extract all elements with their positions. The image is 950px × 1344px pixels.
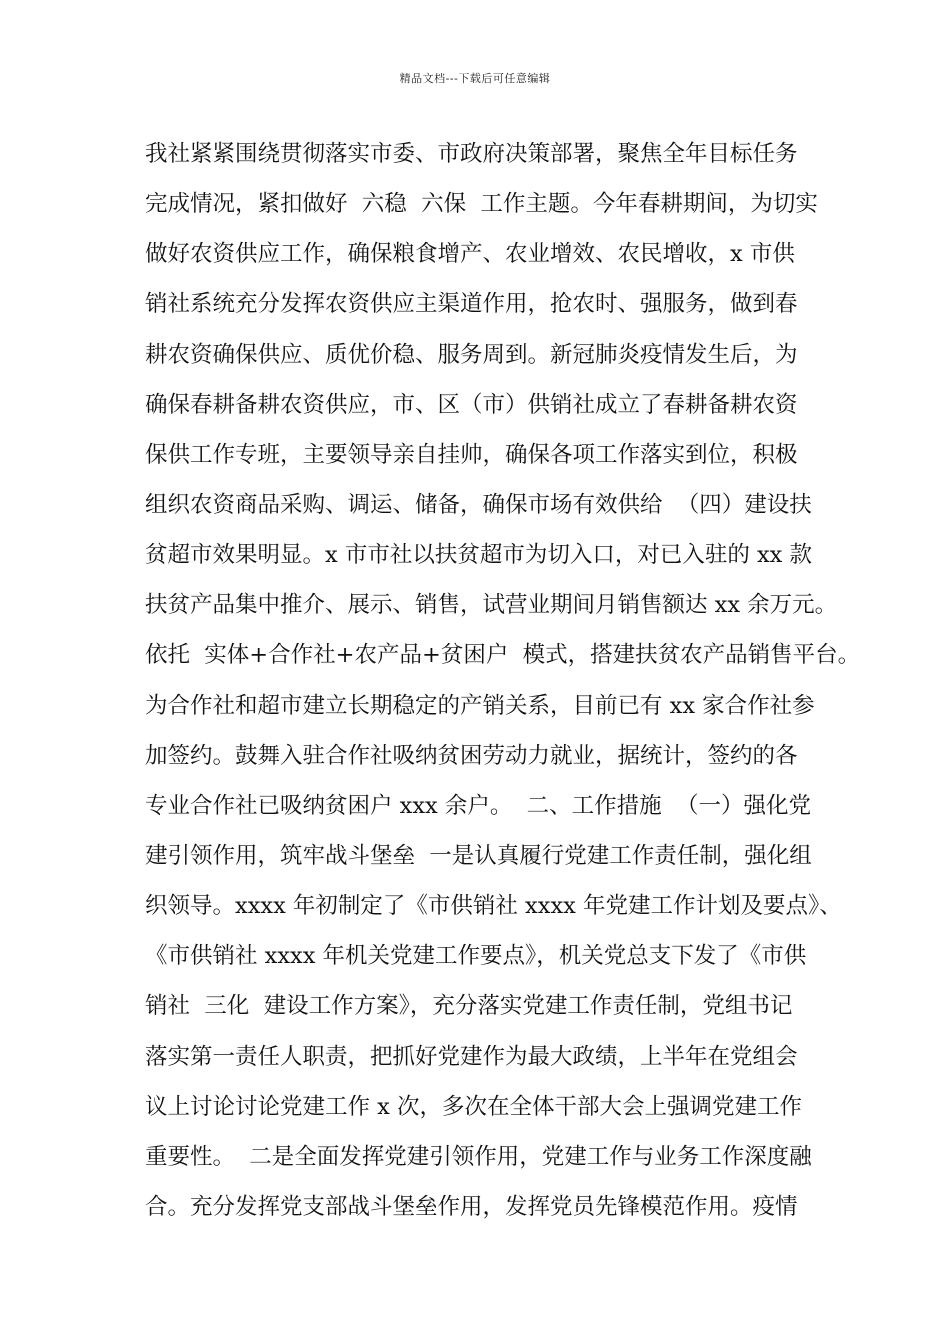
- text-line: 扶贫产品集中推介、展示、销售，试营业期间月销售额达 xx 余万元。: [145, 592, 838, 619]
- text-line: 加签约。鼓舞入驻合作社吸纳贫困劳动力就业，据统计，签约的各: [145, 742, 798, 769]
- text-line: 依托 实体+合作社+农产品+贫困户 模式，搭建扶贫农产品销售平台。: [145, 642, 861, 669]
- text-line: 组织农资商品采购、调运、储备，确保市场有效供给 （四）建设扶: [145, 491, 812, 518]
- text-line: 议上讨论讨论党建工作 x 次，多次在全体干部大会上强调党建工作: [145, 1093, 802, 1120]
- text-line: 专业合作社已吸纳贫困户 xxx 余户。 二、工作措施 （一）强化党: [145, 792, 811, 819]
- text-line: 为合作社和超市建立长期稳定的产销关系，目前已有 xx 家合作社参: [145, 692, 815, 719]
- body-text: [145, 129, 861, 1232]
- text-line: 《市供销社 xxxx 年机关党建工作要点》，机关党总支下发了《市供: [145, 943, 807, 970]
- page-header: 精品文档---下载后可任意编辑: [399, 72, 551, 85]
- text-line: 销社系统充分发挥农资供应主渠道作用，抢农时、强服务，做到春: [145, 291, 798, 318]
- text-line: 确保春耕备耕农资供应，市、区（市）供销社成立了春耕备耕农资: [145, 391, 798, 418]
- text-line: 建引领作用，筑牢战斗堡垒 一是认真履行党建工作责任制，强化组: [145, 842, 812, 869]
- text-line: 贫超市效果明显。x 市市社以扶贫超市为切入口，对已入驻的 xx 款: [145, 542, 813, 569]
- text-line: 做好农资供应工作，确保粮食增产、农业增效、农民增收，x 市供: [145, 241, 795, 268]
- text-line: 重要性。 二是全面发挥党建引领作用，党建工作与业务工作深度融: [145, 1143, 812, 1170]
- text-line: 保供工作专班，主要领导亲自挂帅，确保各项工作落实到位，积极: [145, 441, 798, 468]
- text-line: 销社 三化 建设工作方案》，充分落实党建工作责任制，党组书记: [145, 993, 793, 1020]
- text-line: 织领导。xxxx 年初制定了《市供销社 xxxx 年党建工作计划及要点》、: [145, 893, 842, 920]
- text-line: 耕农资确保供应、质优价稳、服务周到。新冠肺炎疫情发生后，为: [145, 341, 798, 368]
- text-line: 落实第一责任人职责，把抓好党建作为最大政绩，上半年在党组会: [145, 1043, 798, 1070]
- text-line: 我社紧紧围绕贯彻落实市委、市政府决策部署，聚焦全年目标任务: [145, 141, 798, 167]
- text-line: 合。充分发挥党支部战斗堡垒作用，发挥党员先锋模范作用。疫情: [145, 1193, 798, 1220]
- text-line: 完成情况，紧扣做好 六稳 六保 工作主题。今年春耕期间，为切实: [145, 191, 818, 218]
